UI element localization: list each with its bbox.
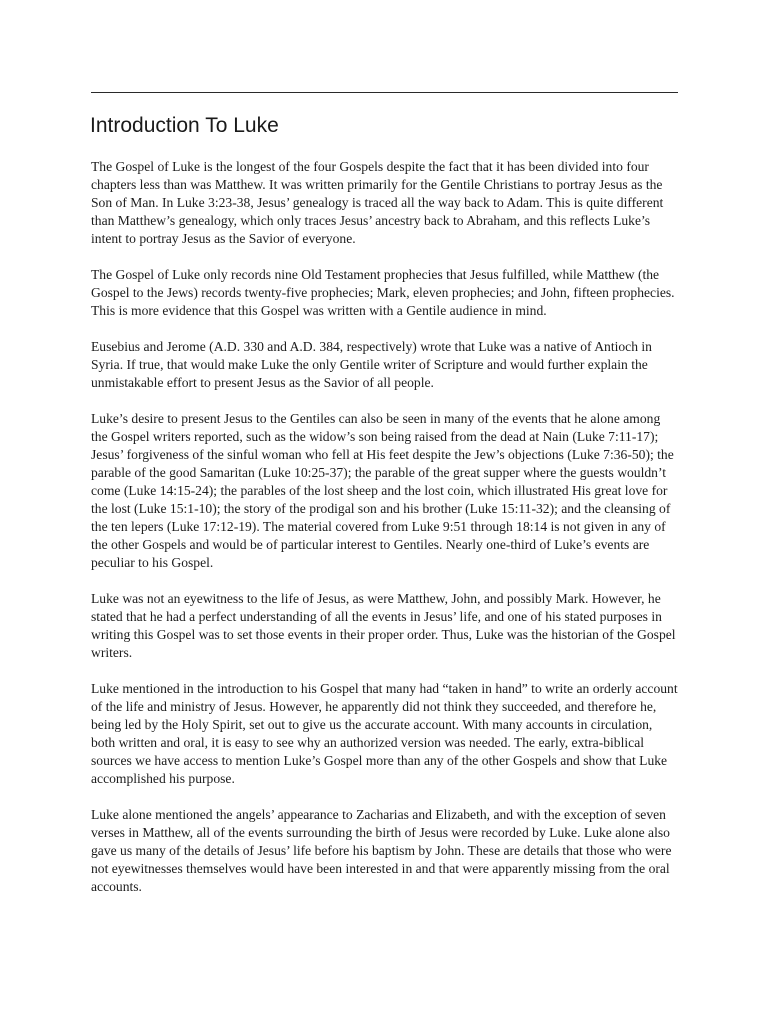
paragraph-1: The Gospel of Luke is the longest of the four Gospels despite the fact that it has been divided into four chapters less than was Matthew. It was written primarily for the Gentile Christians to portray Jesus as the Son of Man. In Luke 3:23-38, Jesus’ genealogy is traced all the way back to Adam. This is quite different than Matthew’s genealogy, which only traces Jesus’ ancestry back to Abraham, and this reflects Luke’s intent to portray Jesus as the Savior of everyone. <box>91 159 664 247</box>
paragraph-5: Luke was not an eyewitness to the life of Jesus, as were Matthew, John, and possibly Mark. However, he stated that he had a perfect understanding of all the events in Jesus’ life, and one of his stated purposes in writing this Gospel was to set those events in their proper order. Thus, Luke was the historian of the Gospel writers. <box>91 590 676 661</box>
header-rule <box>91 92 678 93</box>
document-body <box>91 158 679 896</box>
paragraph-4: Luke’s desire to present Jesus to the Gentiles can also be seen in many of the events that he alone among the Gospel writers reported, such as the widow’s son being raised from the dead at Nain (Luke 7:11-17); Jesus’ forgiveness of the sinful woman who fell at His feet despite the Jew’s objections (Luke 7:36-50); the parable of the good Samaritan (Luke 10:25-37); the parable of the great supper where the guests wouldn’t come (Luke 14:15-24); the parables of the lost sheep and the lost coin, which illustrated His great love for the lost (Luke 15:1-10); the story of the prodigal son and his brother (Luke 15:11-32); and the cleansing of the ten lepers (Luke 17:12-19). The material covered from Luke 9:51 through 18:14 is not given in any of the other Gospels and would be of particular interest to Gentiles. Nearly one-third of Luke’s events are peculiar to his Gospel. <box>91 410 674 571</box>
paragraph-2: The Gospel of Luke only records nine Old Testament prophecies that Jesus fulfilled, while Matthew (the Gospel to the Jews) records twenty-five prophecies; Mark, eleven prophecies; and John, fifteen prophecies. This is more evidence that this Gospel was written with a Gentile audience in mind. <box>91 266 675 319</box>
paragraph-7: Luke alone mentioned the angels’ appearance to Zacharias and Elizabeth, and with the exception of seven verses in Matthew, all of the events surrounding the birth of Jesus were recorded by Luke. Luke alone also gave us many of the details of Jesus’ life before his baptism by John. These are details that those who were not eyewitnesses themselves would have been interested in and that were apparently missing from the oral accounts. <box>91 806 672 895</box>
page-title: Introduction To Luke <box>90 114 279 137</box>
paragraph-6: Luke mentioned in the introduction to his Gospel that many had “taken in hand” to write an orderly account of the life and ministry of Jesus. However, he apparently did not think they succeeded, and therefore he, being led by the Holy Spirit, set out to give us the accurate account. With many accounts in circulation, both written and oral, it is easy to see why an authorized version was needed. The early, extra-biblical sources we have access to mention Luke’s Gospel more than any of the other Gospels and show that Luke accomplished his purpose. <box>91 680 678 787</box>
paragraph-3: Eusebius and Jerome (A.D. 330 and A.D. 384, respectively) wrote that Luke was a native of Antioch in Syria. If true, that would make Luke the only Gentile writer of Scripture and would further explain the unmistakable effort to present Jesus as the Savior of all people. <box>91 338 652 390</box>
